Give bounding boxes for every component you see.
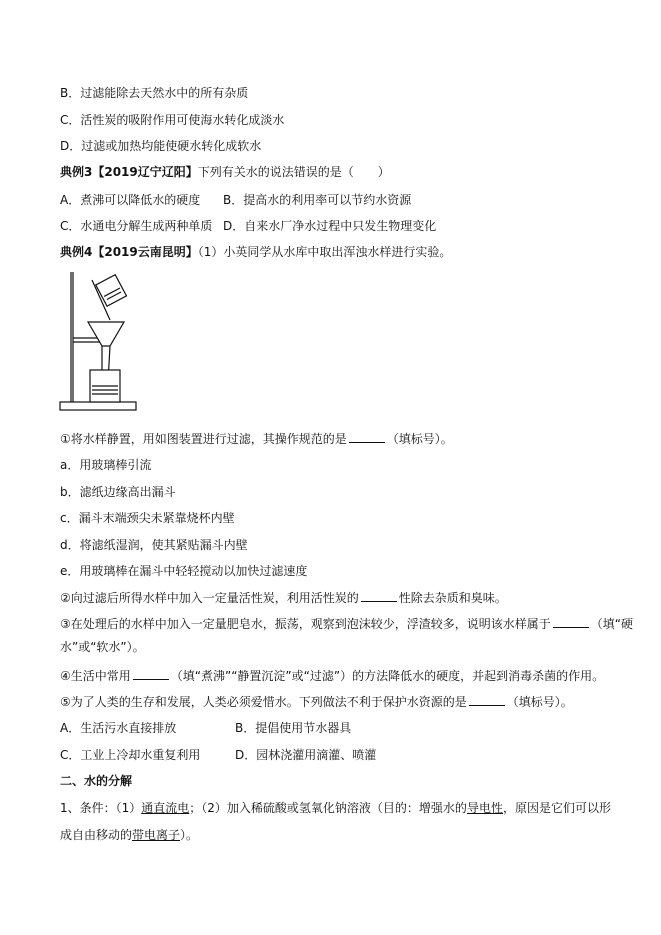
option-c-item: c．漏斗末端颈尖未紧靠烧杯内壁: [60, 511, 235, 525]
question4-suffix: （填“煮沸”“静置沉淀”或“过滤”）的方法降低水的硬度，并起到消毒杀菌的作用。: [170, 669, 605, 683]
option-e-item: e．用玻璃棒在漏斗中轻轻搅动以加快过滤速度: [60, 564, 308, 578]
question3-text: ③在处理后的水样中加入一定量肥皂水，振荡，观察到泡沫较少，浮渣较多，说明该水样属于: [60, 617, 551, 631]
question1-suffix: （填标号）。: [386, 432, 453, 446]
example4-intro: （1）小英同学从水库中取出浑浊水样进行实验。: [197, 245, 452, 259]
question4-line: [60, 667, 621, 684]
condition-continuation: [60, 827, 621, 843]
option-b-line: B．过滤能除去天然水中的所有杂质: [60, 86, 249, 100]
example3-option-c: C．水通电分解生成两种单质: [60, 219, 213, 233]
filtration-apparatus-figure: [58, 272, 138, 414]
question3-line: [60, 615, 633, 632]
example4-line: [60, 244, 621, 260]
example3-option-b: B．提高水的利用率可以节约水资源: [223, 193, 412, 207]
question2-line: [60, 589, 621, 606]
example3-options-ab: [60, 192, 621, 208]
question5-options-cd: [60, 747, 621, 763]
condition-line: [60, 800, 621, 816]
question3-suffix: （填“硬: [590, 617, 633, 631]
answer-blank-1[interactable]: [349, 430, 385, 443]
example3-line: [60, 164, 621, 180]
option-d-item: d．将滤纸湿润，使其紧贴漏斗内壁: [60, 538, 248, 552]
condition-conductivity: 导电性: [466, 801, 503, 815]
question5-options-ab: [60, 720, 621, 736]
answer-blank-4[interactable]: [133, 667, 169, 680]
condition-middle: ；（2）加入稀硫酸或氢氧化钠溶液（目的：增强水的: [189, 801, 467, 815]
example3-option-a: A．煮沸可以降低水的硬度: [60, 193, 201, 207]
condition-suffix: ，原因是它们可以形: [502, 801, 611, 815]
example3-options-cd: [60, 218, 621, 234]
condition-prefix: 1、条件：（1）: [60, 801, 142, 815]
answer-blank-3[interactable]: [553, 615, 589, 628]
answer-blank-5[interactable]: [469, 693, 505, 706]
option-a-item: a．用玻璃棒引流: [60, 458, 152, 472]
option-c-line: C．活性炭的吸附作用可使海水转化成淡水: [60, 113, 285, 127]
condition-direct-current: 通直流电: [141, 801, 190, 815]
continuation-suffix: ）。: [180, 828, 199, 842]
question5-option-d: D．园林浇灌用滴灌、喷灌: [235, 748, 377, 762]
example3-option-d: D．自来水厂净水过程中只发生物理变化: [223, 219, 437, 233]
question2-suffix: 性除去杂质和臭味。: [398, 591, 507, 605]
question5-option-b: B．提倡使用节水器具: [235, 721, 352, 735]
option-b-item: b．滤纸边缘高出漏斗: [60, 485, 176, 499]
example3-question: 下列有关水的说法错误的是（ ）: [197, 165, 390, 179]
question4-text: ④生活中常用: [60, 669, 131, 683]
answer-blank-2[interactable]: [361, 589, 397, 602]
example4-label: 典例4【2019云南昆明】: [60, 245, 198, 259]
question5-option-c: C．工业上冷却水重复利用: [60, 748, 201, 762]
question1-text: ①将水样静置，用如图装置进行过滤，其操作规范的是: [60, 432, 347, 446]
question5-line: [60, 693, 621, 710]
question2-text: ②向过滤后所得水样中加入一定量活性炭，利用活性炭的: [60, 591, 359, 605]
option-d-line: D．过滤或加热均能使硬水转化成软水: [60, 139, 262, 153]
question5-suffix: （填标号）。: [506, 695, 573, 709]
continuation-prefix: 成自由移动的: [60, 828, 133, 842]
example3-label: 典例3【2019辽宁辽阳】: [60, 165, 198, 179]
question1-line: [60, 430, 621, 447]
section-heading: 二、水的分解: [60, 774, 133, 788]
charged-ions: 带电离子: [132, 828, 181, 842]
question5-text: ⑤为了人类的生存和发展，人类必须爱惜水。下列做法不利于保护水资源的是: [60, 695, 467, 709]
question3-continuation: 水”或“软水”）。: [60, 640, 145, 654]
question5-option-a: A．生活污水直接排放: [60, 721, 177, 735]
